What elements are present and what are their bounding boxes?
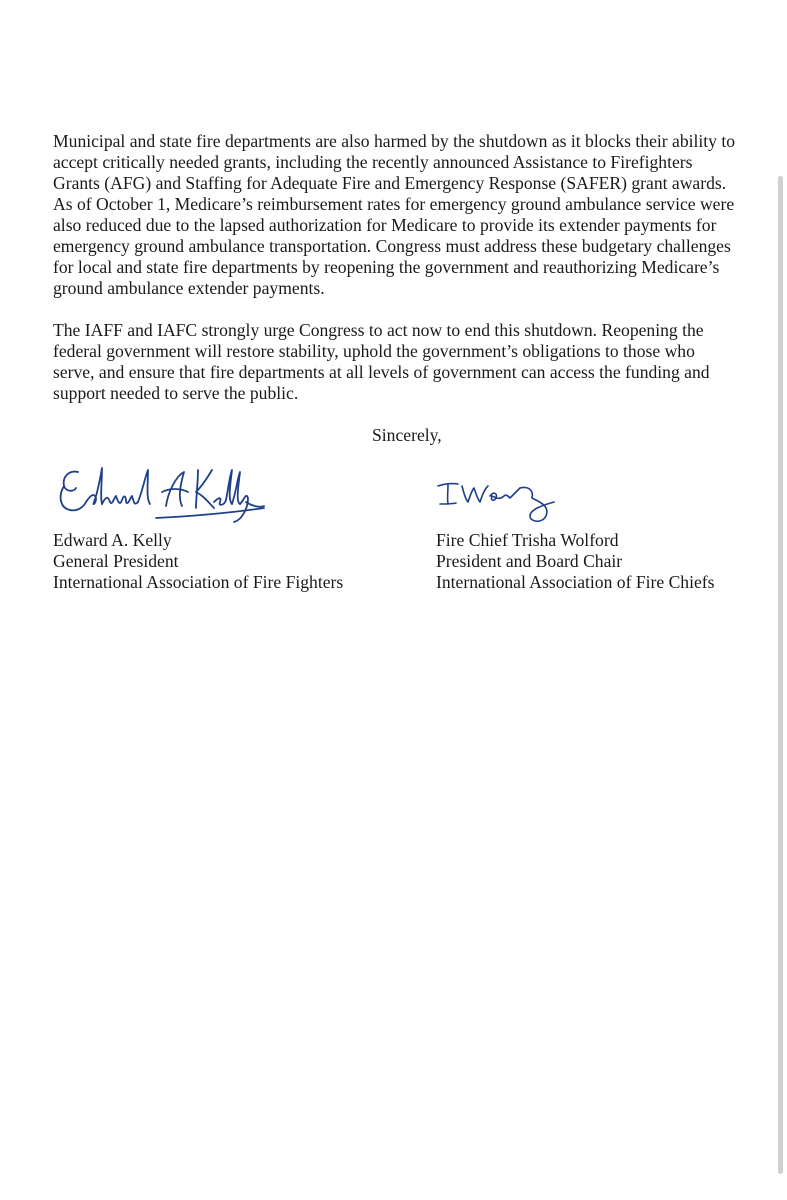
paragraph-line: As of October 1, Medicare’s reimbursement rates for emergency ground ambulance service were	[53, 194, 735, 214]
closing-salutation: Sincerely,	[372, 425, 442, 445]
paragraph-line: serve, and ensure that fire departments at all levels of government can access the funding and	[53, 362, 710, 382]
paragraph-line: emergency ground ambulance transportation. Congress must address these budgetary challenges	[53, 236, 731, 256]
paragraph-funding	[53, 131, 765, 299]
scrollbar-thumb[interactable]	[778, 176, 783, 1174]
paragraph-line: accept critically needed grants, including the recently announced Assistance to Firefighters	[53, 152, 693, 172]
paragraph-line: federal government will restore stability, uphold the government’s obligations to those who	[53, 341, 695, 361]
paragraph-line: Municipal and state fire departments are also harmed by the shutdown as it blocks their ability to	[53, 131, 736, 151]
signatory-kelly	[53, 530, 343, 593]
paragraph-line: ground ambulance extender payments.	[53, 278, 325, 298]
signatory-organization: International Association of Fire Chiefs	[436, 572, 715, 592]
paragraph-urge-congress	[53, 320, 765, 404]
paragraph-line: Grants (AFG) and Staffing for Adequate Fire and Emergency Response (SAFER) grant awards.	[53, 173, 727, 193]
signature-wolford	[436, 476, 566, 528]
paragraph-line: for local and state fire departments by reopening the government and reauthorizing Medicare’s	[53, 257, 720, 277]
signatory-wolford	[436, 530, 715, 593]
signatory-title: President and Board Chair	[436, 551, 623, 571]
signatory-organization: International Association of Fire Fighters	[53, 572, 344, 592]
signature-kelly	[56, 462, 266, 528]
signatory-name: Fire Chief Trisha Wolford	[436, 530, 619, 550]
paragraph-line: support needed to serve the public.	[53, 383, 299, 403]
paragraph-line: also reduced due to the lapsed authorization for Medicare to provide its extender payments for	[53, 215, 717, 235]
signatory-name: Edward A. Kelly	[53, 530, 172, 550]
signatory-title: General President	[53, 551, 179, 571]
paragraph-line: The IAFF and IAFC strongly urge Congress to act now to end this shutdown. Reopening the	[53, 320, 704, 340]
vertical-scrollbar[interactable]	[778, 176, 783, 1174]
